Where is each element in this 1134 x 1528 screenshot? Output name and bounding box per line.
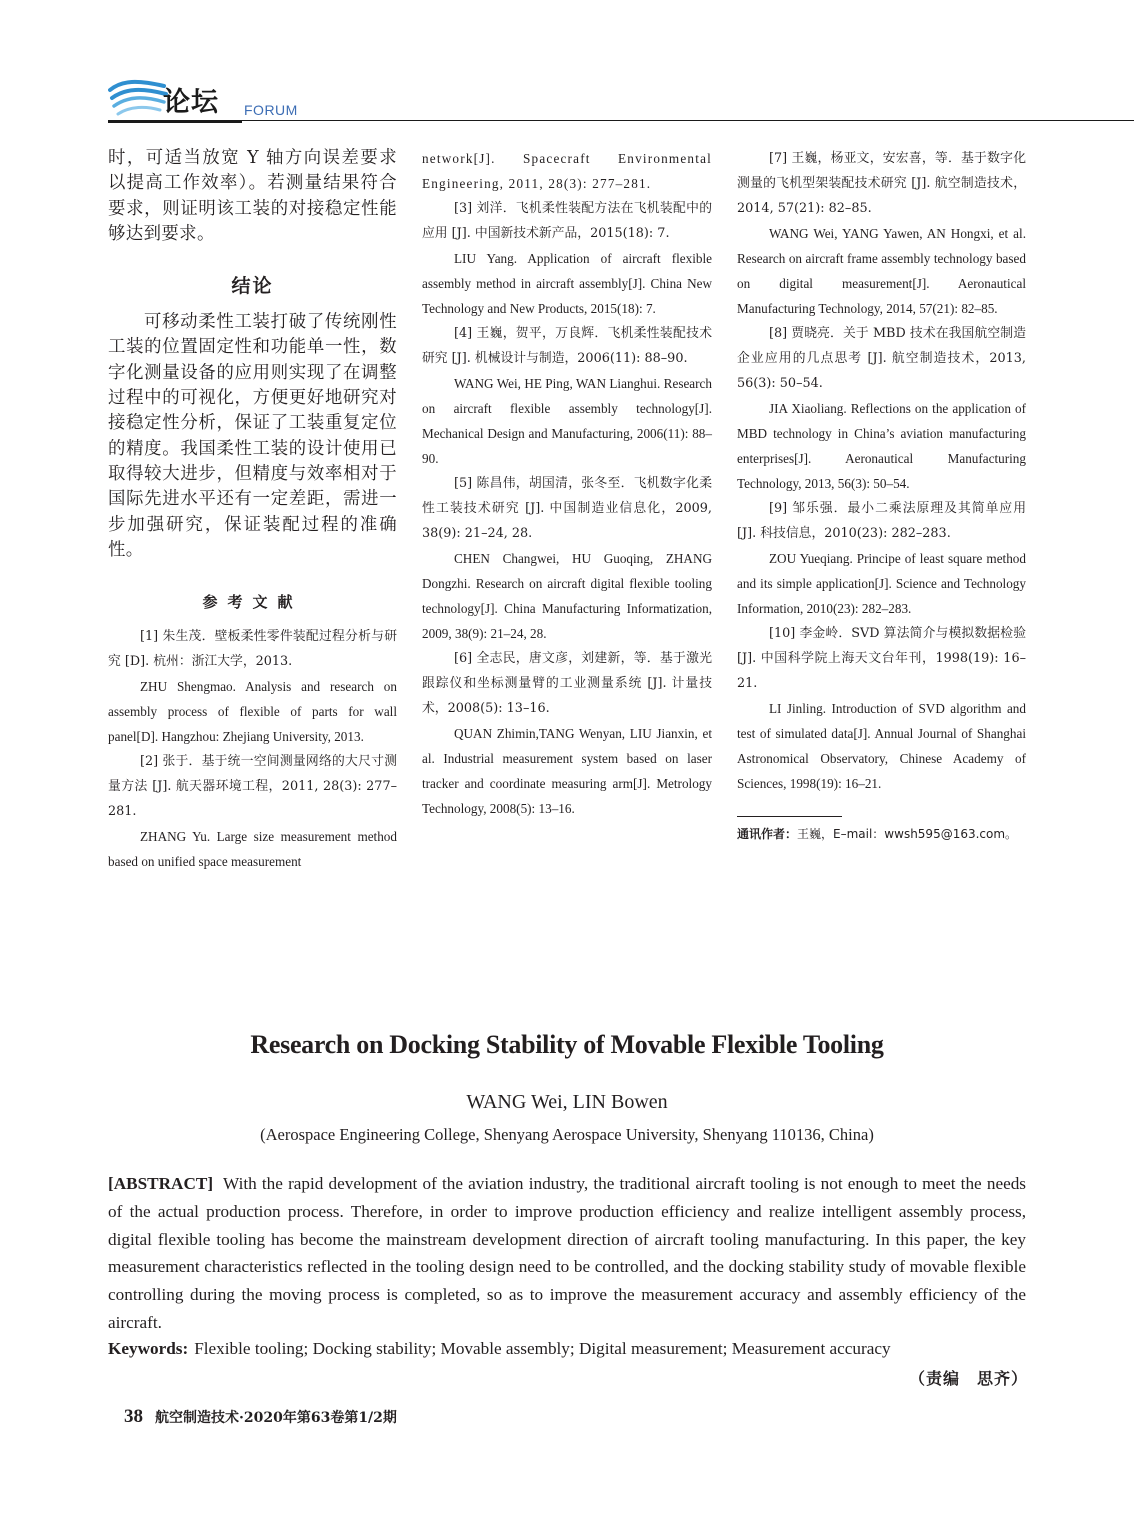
reference-item: LI Jinling. Introduction of SVD algorithm and test of simulated data[J]. Annual Journal of Shanghai Astronomical Observatory, Chinese Academy of Sciences, 1998(19): 16–21. (737, 701, 1026, 791)
editor-note: （责编 思齐） (908, 1369, 1028, 1388)
page-footer (124, 1406, 397, 1428)
corresponding-author-text: 王巍，E–mail：wwsh595@163.com。 (797, 827, 1018, 841)
english-keywords (108, 1339, 1026, 1359)
references-heading: 参考文献 (202, 593, 303, 612)
reference-item: QUAN Zhimin,TANG Wenyan, LIU Jianxin, et al. Industrial measurement system based on laser tracker and coordinate measuring arm[J]. Metrology Technology, 2008(5): 13–16. (422, 726, 712, 816)
reference-item: [3] 刘洋．飞机柔性装配方法在飞机装配中的应用 [J]. 中国新技术新产品，2015(18): 7. (422, 201, 712, 241)
keywords-text: Flexible tooling; Docking stability; Movable assembly; Digital measurement; Measurement accuracy (194, 1339, 891, 1358)
reference-item: LIU Yang. Application of aircraft flexible assembly method in aircraft assembly[J]. China New Technology and New Products, 2015(18): 7. (422, 251, 712, 316)
reference-item: [6] 全志民，唐文彦，刘建新，等．基于激光跟踪仪和坐标测量臂的工业测量系统 [J]. 计量技术，2008(5): 13–16. (422, 651, 712, 716)
reference-item: [4] 王巍，贺平，万良辉．飞机柔性装配技术研究 [J]. 机械设计与制造，2006(11): 88–90. (422, 326, 712, 366)
page-number: 38 (124, 1406, 143, 1427)
reference-item: ZHANG Yu. Large size measurement method based on unified space measurement (108, 829, 397, 870)
reference-item: [10] 李金岭．SVD 算法简介与模拟数据检验 [J]. 中国科学院上海天文台年刊，1998(19): 16–21. (737, 626, 1026, 691)
english-affiliation: (Aerospace Engineering College, Shenyang Aerospace University, Shenyang 110136, China) (260, 1125, 874, 1144)
reference-item: [9] 邹乐强．最小二乘法原理及其简单应用 [J]. 科技信息，2010(23): 282–283. (737, 501, 1026, 541)
reference-item: [7] 王巍，杨亚文，安宏喜，等．基于数字化测量的飞机型架装配技术研究 [J]. 航空制造技术，2014, 57(21): 82–85. (737, 151, 1026, 216)
header-rule-thick (108, 120, 242, 123)
column-2 (422, 146, 712, 821)
column-1 (108, 146, 397, 874)
header-rule-thin (242, 120, 1134, 121)
reference-item: [2] 张于．基于统一空间测量网络的大尺寸测量方法 [J]. 航天器环境工程，2011, 28(3): 277–281. (108, 754, 397, 820)
conclusion-paragraph: 可移动柔性工装打破了传统刚性工装的位置固定性和功能单一性，数字化测量设备的应用则实现了在调整过程中的可视化，方便更好地研究对接稳定性分析，保证了工装重复定位的精度。我国柔性工装的设计使用已取得较大进步，但精度与效率相对于国际先进水平还有一定差距，需进一步加强研究，保证装配过程的准确性。 (108, 312, 397, 560)
english-authors: WANG Wei, LIN Bowen (466, 1091, 668, 1113)
reference-item: [8] 贾晓亮．关于 MBD 技术在我国航空制造企业应用的几点思考 [J]. 航空制造技术，2013, 56(3): 50–54. (737, 326, 1026, 391)
abstract-label: [ABSTRACT] (108, 1174, 214, 1193)
reference-item-continued: network[J]. Spacecraft Environmental Engineering, 2011, 28(3): 277–281. (422, 151, 712, 191)
body-paragraph: 时，可适当放宽 Y 轴方向误差要求以提高工作效率）。若测量结果符合要求，则证明该工装的对接稳定性能够达到要求。 (108, 148, 397, 244)
corresponding-author (737, 825, 1026, 842)
section-logo-text: 论坛 (163, 87, 219, 118)
section-label: FORUM (244, 102, 298, 118)
column-3 (737, 146, 1026, 842)
abstract-text: With the rapid development of the aviation industry, the traditional aircraft tooling is not enough to meet the needs of the actual production process. Therefore, in order to improve production efficiency and realize intelligent assembly process, digital flexible tooling has become the mainstream development direction of aircraft tooling manufacturing. In this paper, the key measurement characteristics reflected in the tooling design need to be controlled, and the docking stability study of movable flexible controlling during the moving process is completed, so as to improve the measurement accuracy and assembly efficiency of the aircraft. (108, 1174, 1026, 1332)
footnote-divider (737, 816, 842, 817)
page-header (0, 0, 1134, 130)
reference-item: ZHU Shengmao. Analysis and research on assembly process of flexible of parts for wall panel[D]. Hangzhou: Zhejiang University, 2013. (108, 679, 397, 745)
english-abstract (108, 1170, 1026, 1337)
reference-item: WANG Wei, YANG Yawen, AN Hongxi, et al. Research on aircraft frame assembly technology based on digital measurement[J]. Aeronautical Manufacturing Technology, 2014, 57(21): 82–85. (737, 226, 1026, 316)
english-title: Research on Docking Stability of Movable Flexible Tooling (250, 1030, 884, 1059)
reference-item: ZOU Yueqiang. Principe of least square method and its simple application[J]. Science and Technology Information, 2010(23): 282–283. (737, 551, 1026, 616)
conclusion-heading: 结论 (231, 275, 274, 298)
reference-item: [5] 陈昌伟，胡国清，张冬至．飞机数字化柔性工装技术研究 [J]. 中国制造业信息化，2009, 38(9): 21–24, 28. (422, 476, 712, 541)
reference-item: CHEN Changwei, HU Guoqing, ZHANG Dongzhi. Research on aircraft digital flexible tooling technology[J]. China Manufacturing Informatization, 2009, 38(9): 21–24, 28. (422, 551, 712, 641)
reference-item: WANG Wei, HE Ping, WAN Lianghui. Research on aircraft flexible assembly technology[J]. Mechanical Design and Manufacturing, 2006(11): 88–90. (422, 376, 712, 466)
wave-logo-icon (108, 76, 168, 122)
reference-item: [1] 朱生茂．壁板柔性零件装配过程分析与研究 [D]. 杭州：浙江大学，2013. (108, 629, 397, 670)
keywords-label: Keywords: (108, 1339, 189, 1358)
corresponding-author-label: 通讯作者： (737, 827, 798, 841)
journal-info: 航空制造技术·2020年第63卷第1/2期 (155, 1410, 397, 1426)
reference-item: JIA Xiaoliang. Reflections on the application of MBD technology in China’s aviation manufacturing enterprises[J]. Aeronautical Manufacturing Technology, 2013, 56(3): 50–54. (737, 401, 1026, 491)
